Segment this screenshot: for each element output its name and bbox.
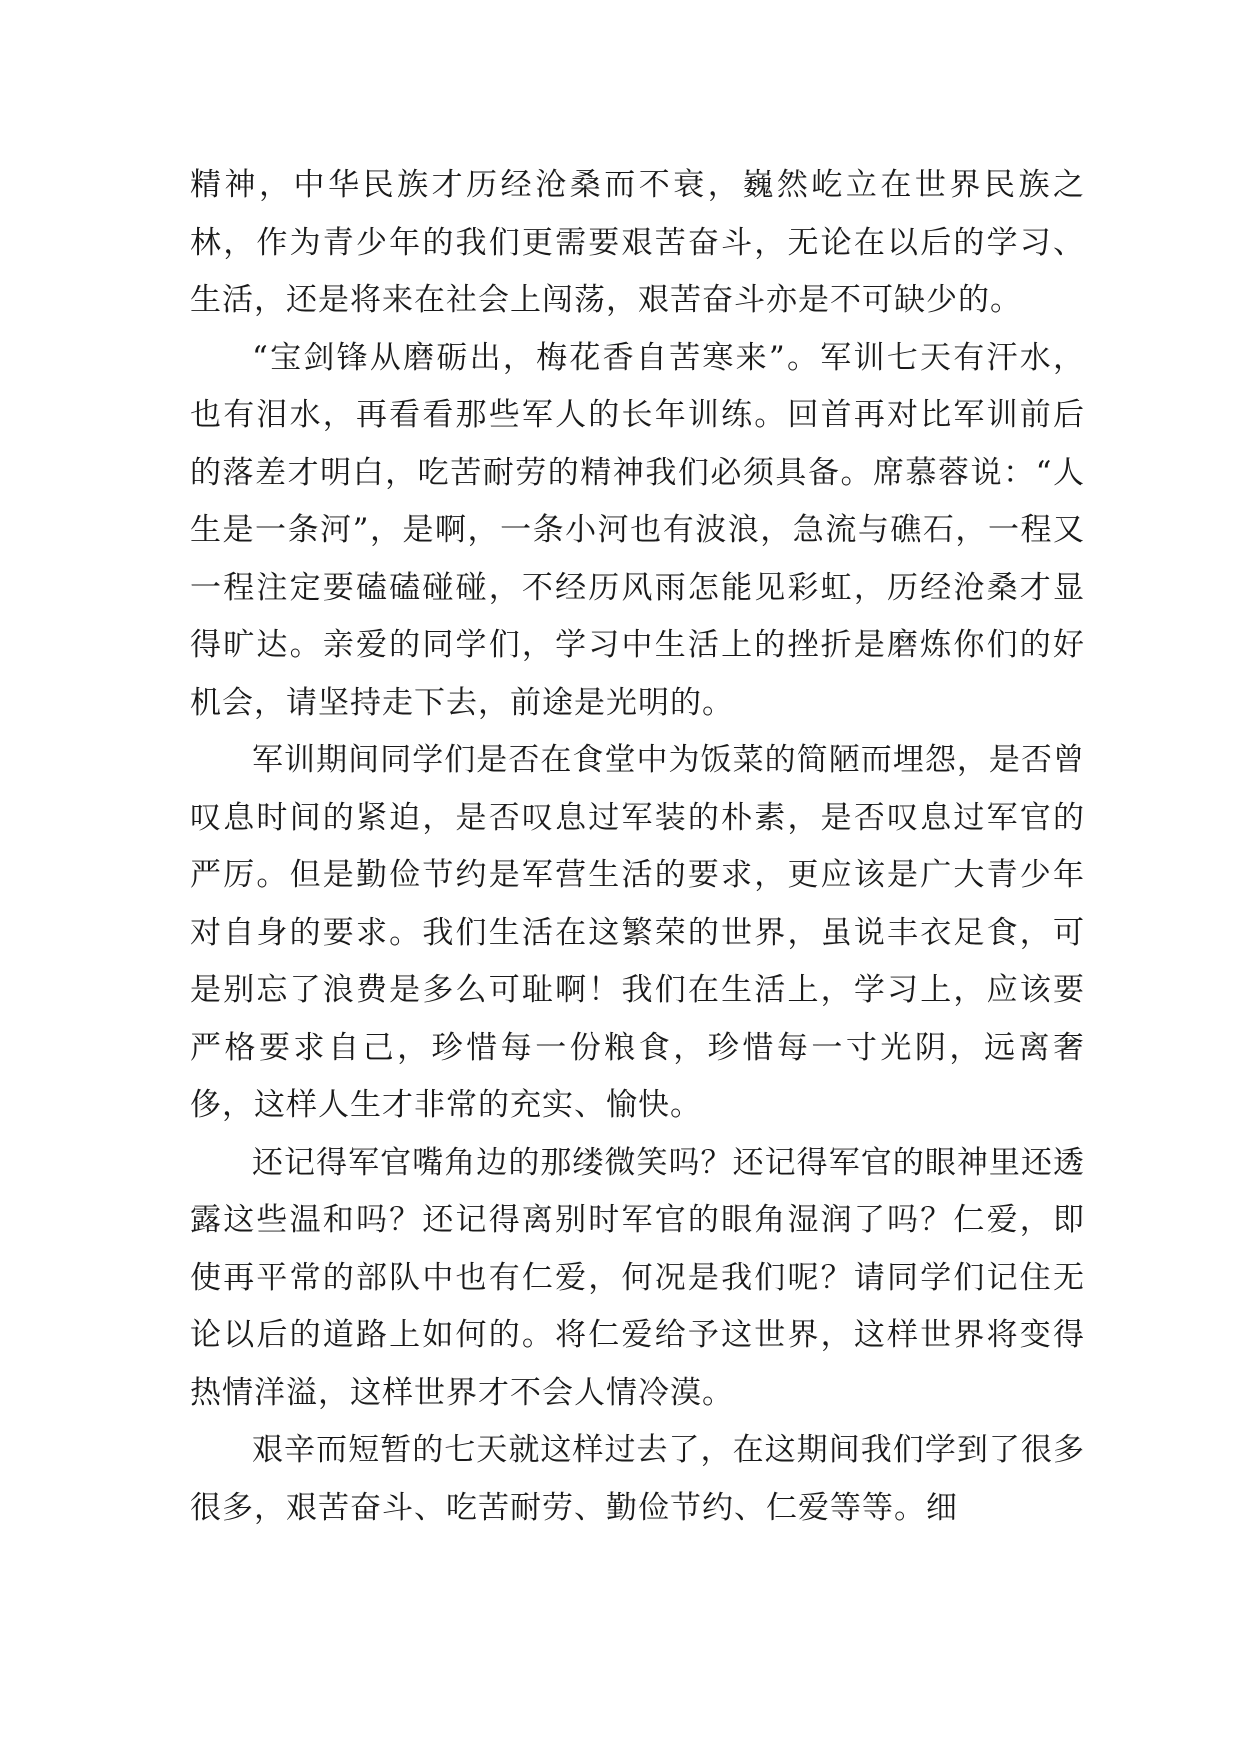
- paragraph-seven-days: 艰辛而短暂的七天就这样过去了，在这期间我们学到了很多很多，艰苦奋斗、吃苦耐劳、勤俭节约、仁爱等等。细: [190, 1432, 1085, 1526]
- paragraph-sword-plum: “宝剑锋从磨砺出，梅花香自苦寒来”。军训七天有汗水，也有泪水，再看看那些军人的长年训练。回首再对比军训前后的落差才明白，吃苦耐劳的精神我们必须具备。席慕蓉说：“人生是一条河”，是啊，一条小河也有波浪，急流与礁石，一程又一程注定要磕磕碰碰，不经历风雨怎能见彩虹，历经沧桑才显得旷达。亲爱的同学们，学习中生活上的挫折是磨炼你们的好机会，请坚持走下去，前途是光明的。: [190, 339, 1085, 721]
- paragraph-benevolence: 还记得军官嘴角边的那缕微笑吗？还记得军官的眼神里还透露这些温和吗？还记得离别时军官的眼角湿润了吗？仁爱，即使再平常的部队中也有仁爱，何况是我们呢？请同学们记住无论以后的道路上如何的。将仁爱给予这世界，这样世界将变得热情洋溢，这样世界才不会人情冷漠。: [190, 1144, 1085, 1411]
- paragraph-frugality: 军训期间同学们是否在食堂中为饭菜的简陋而埋怨，是否曾叹息时间的紧迫，是否叹息过军装的朴素，是否叹息过军官的严厉。但是勤俭节约是军营生活的要求，更应该是广大青少年对自身的要求。我们生活在这繁荣的世界，虽说丰衣足食，可是别忘了浪费是多么可耻啊！我们在生活上，学习上，应该要严格要求自己，珍惜每一份粮食，珍惜每一寸光阴，远离奢侈，这样人生才非常的充实、愉快。: [190, 742, 1085, 1123]
- paragraph-continuation: 精神，中华民族才历经沧桑而不衰，巍然屹立在世界民族之林，作为青少年的我们更需要艰苦奋斗，无论在以后的学习、生活，还是将来在社会上闯荡，艰苦奋斗亦是不可缺少的。: [190, 167, 1085, 318]
- body-text: [190, 157, 1085, 1537]
